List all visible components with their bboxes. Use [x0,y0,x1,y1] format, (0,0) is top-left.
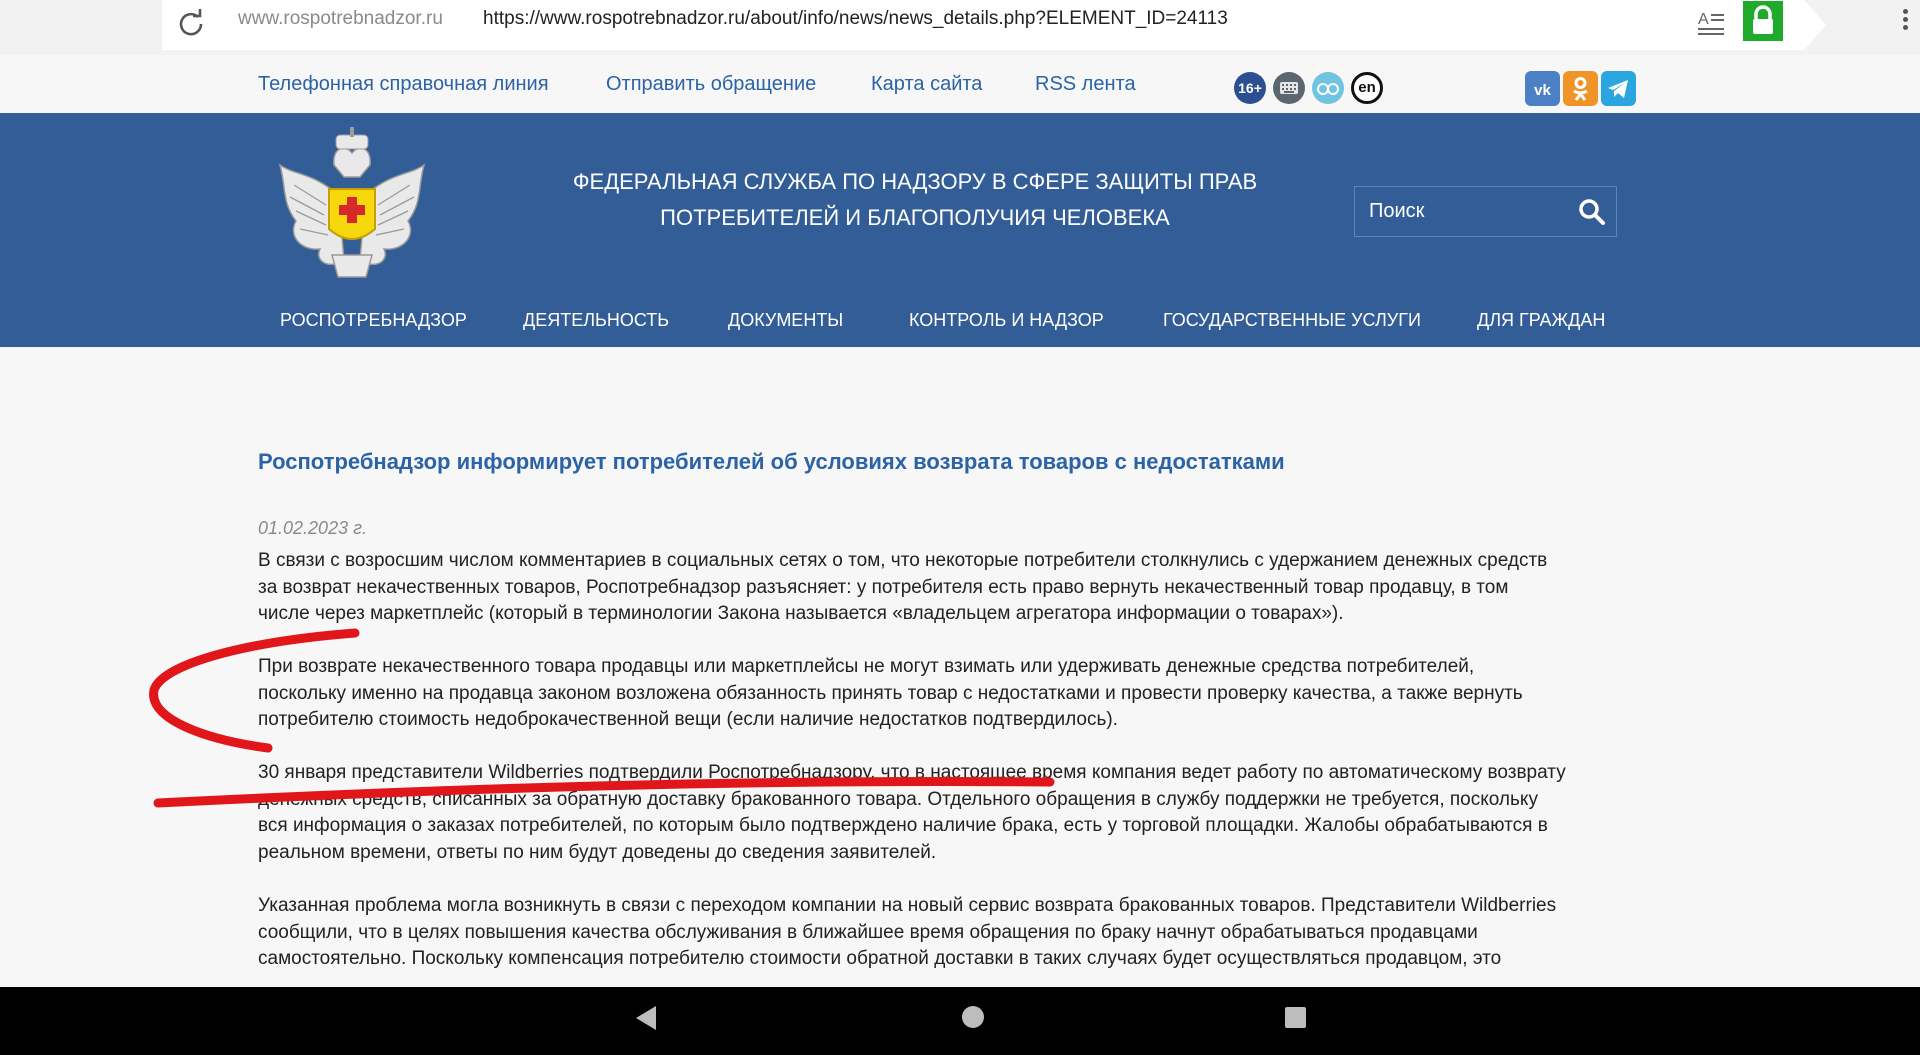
recent-apps-icon[interactable] [1285,1007,1306,1028]
paragraph-line: числе через маркетплейс (который в терминологии Закона называется «владельцем агрегатора информации о товарах»). [258,603,1344,624]
coat-of-arms-logo[interactable] [274,125,430,283]
site-title-line-2: ПОТРЕБИТЕЛЕЙ И БЛАГОПОЛУЧИЯ ЧЕЛОВЕКА [660,205,1170,230]
article-paragraph-1 [258,548,1698,628]
paragraph-line: При возврате некачественного товара продавцы или маркетплейсы не могут взимать или удерживать денежные средства потребителей, [258,656,1475,677]
nav-item-activity[interactable]: ДЕЯТЕЛЬНОСТЬ [523,310,670,330]
paragraph-line: 30 января представители Wildberries подтвердили Роспотребнадзору, что в настоящее время компания ведет работу по автоматическому возврату [258,762,1566,783]
paragraph-line: реальном времени, ответы по ним будут доведены до сведения заявителей. [258,841,937,863]
reader-mode-icon[interactable] [1696,7,1726,37]
android-navigation-bar [0,987,1920,1055]
paragraph-line: потребителю стоимость недоброкачественной вещи (если наличие недостатков подтвердилось). [258,709,1118,730]
article-paragraph-3 [258,760,1698,866]
nav-item-documents[interactable]: ДОКУМЕНТЫ [728,310,844,330]
browser-menu-icon[interactable] [1900,6,1910,46]
vk-icon[interactable] [1525,71,1560,106]
svg-text:vk: vk [1534,82,1551,99]
article-date: 01.02.2023 г. [258,518,367,538]
nav-item-for-citizens[interactable]: ДЛЯ ГРАЖДАН [1477,310,1606,330]
back-icon[interactable] [636,1006,656,1030]
home-icon[interactable] [962,1006,984,1028]
site-title-line-1: ФЕДЕРАЛЬНАЯ СЛУЖБА ПО НАДЗОРУ В СФЕРЕ ЗАЩИТЫ ПРАВ [572,169,1258,194]
top-link-sitemap[interactable]: Карта сайта [871,73,983,95]
article-title: Роспотребнадзор информирует потребителей об условиях возврата товаров с недостатками [258,449,1285,474]
age-rating-badge: 16+ [1234,72,1266,104]
keyboard-icon[interactable] [1273,72,1305,104]
nav-item-control-supervision[interactable]: КОНТРОЛЬ И НАДЗОР [909,310,1104,330]
top-link-hotline[interactable]: Телефонная справочная линия [258,73,549,95]
site-title [560,164,1270,236]
top-link-rss[interactable]: RSS лента [1035,73,1136,95]
article-paragraph-4 [258,893,1698,973]
paragraph-line: сообщили, что в целях повышения качества обслуживания в ближайшее время обращения по браку начнут обрабатываться продавцами [258,921,1478,943]
svg-text:A: A [1698,11,1709,28]
paragraph-line: денежных средств, списанных за обратную доставку бракованного товара. Отдельного обращения в службу поддержки не требуется, поскольку [258,788,1538,810]
nav-item-public-services[interactable]: ГОСУДАРСТВЕННЫЕ УСЛУГИ [1163,310,1421,330]
article-paragraph-2 [258,654,1698,734]
paragraph-line: поскольку именно на продавца законом возложена обязанность принять товар с недостатками и провести проверку качества, а также вернуть [258,682,1523,704]
search-box [1354,186,1617,237]
site-header [0,113,1920,347]
paragraph-line: за возврат некачественных товаров, Роспотребнадзор разъясняет: у потребителя есть право вернуть некачественный товар продавцу, в том [258,576,1509,598]
low-vision-glasses-icon[interactable] [1312,72,1344,104]
url-domain: www.rospotrebnadzor.ru [238,8,443,29]
url-text[interactable]: https://www.rospotrebnadzor.ru/about/info/news/news_details.php?ELEMENT_ID=24113 [483,8,1228,29]
lock-icon [1743,1,1783,41]
article-content [0,347,1920,987]
nav-item-rospotrebnadzor[interactable]: РОСПОТРЕБНАДЗОР [280,310,467,330]
browser-address-bar [0,0,1920,55]
paragraph-line: вся информация о заказах потребителей, по которым было подтверждено наличие брака, есть у торговой площадки. Жалобы обрабатываются в [258,815,1548,836]
telegram-icon[interactable] [1601,71,1636,106]
paragraph-line: самостоятельно. Поскольку компенсация потребителю стоимости обратной доставки в таких случаях будет осуществляться продавцом, это [258,948,1502,969]
paragraph-line: Указанная проблема могла возникнуть в связи с переходом компании на новый сервис возврата бракованных товаров. Представители Wildberries [258,895,1557,916]
paragraph-line: В связи с возросшим числом комментариев в социальных сетях о том, что некоторые потребители столкнулись с удержанием денежных средств [258,550,1548,571]
secure-lock-button[interactable] [1743,1,1783,41]
reload-icon[interactable] [176,8,206,38]
language-en-button[interactable]: en [1351,72,1383,104]
search-icon[interactable] [1575,195,1609,229]
top-link-send-appeal[interactable]: Отправить обращение [606,73,817,95]
search-input[interactable] [1355,187,1570,236]
odnoklassniki-icon[interactable] [1563,71,1598,106]
